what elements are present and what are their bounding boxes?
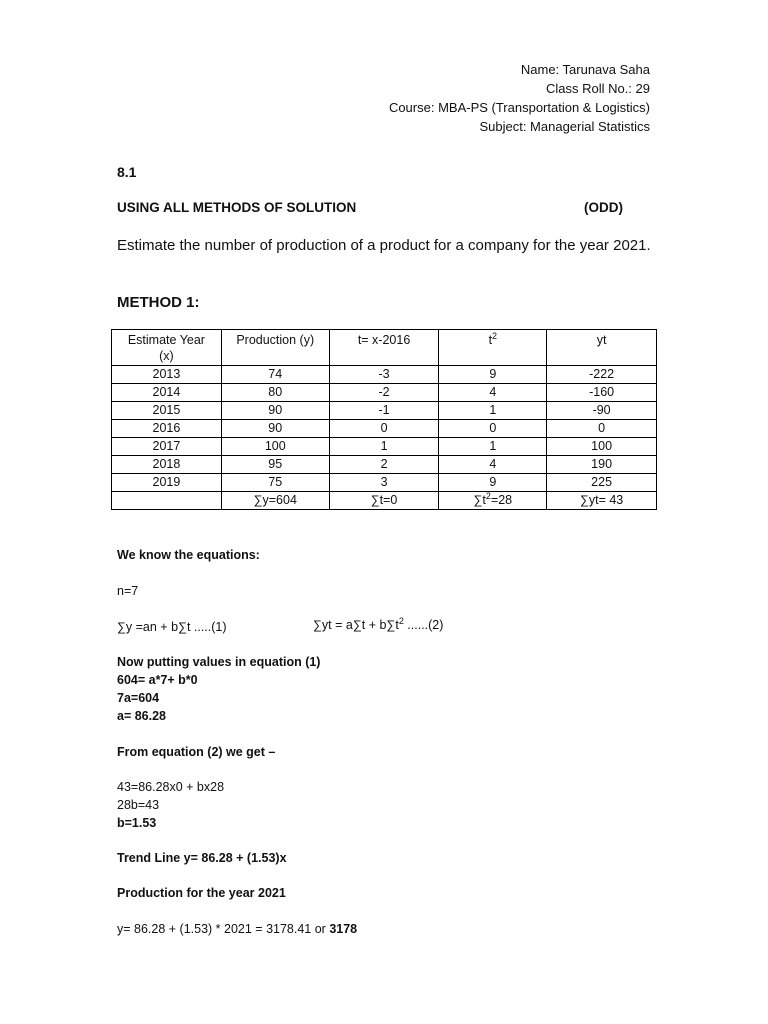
table-row [112, 420, 657, 438]
production-heading: Production for the year 2021 [117, 886, 286, 900]
table-cell: 0 [329, 420, 439, 438]
table-cell: 2019 [112, 474, 222, 492]
final-result: y= 86.28 + (1.53) * 2021 = 3178.41 or 3178 [117, 922, 358, 936]
table-cell: 100 [547, 438, 657, 456]
trend-line: Trend Line y= 86.28 + (1.53)x [117, 851, 287, 865]
table-cell: 2018 [112, 456, 222, 474]
method1-heading: METHOD 1: [117, 294, 200, 311]
equation-2: $\sum yt = a\sum t + b\sum t^2$ ......(2) [313, 615, 444, 632]
table-cell: 1 [439, 402, 547, 420]
equations-intro: We know the equations: [117, 548, 260, 562]
table-row [112, 474, 657, 492]
table-cell: 74 [221, 366, 329, 384]
table-cell: 90 [221, 420, 329, 438]
table-cell: 225 [547, 474, 657, 492]
course: Course: MBA-PS (Transportation & Logistics) [388, 100, 650, 115]
table-cell: 2017 [112, 438, 222, 456]
step-4: 28b=43 [117, 798, 160, 812]
sum-t-squared: $\sum t^2=28$ [439, 492, 547, 510]
putting-values-heading: Now putting values in equation (1) [117, 655, 321, 669]
table-cell: 2013 [112, 366, 222, 384]
table-cell: -1 [329, 402, 439, 420]
table-row [112, 366, 657, 384]
calculation-table [111, 329, 657, 510]
step-3: 43=86.28x0 + bx28 [117, 780, 225, 794]
table-cell: 80 [221, 384, 329, 402]
n-value: n=7 [117, 584, 139, 598]
table-cell: 9 [439, 474, 547, 492]
table-cell: 1 [329, 438, 439, 456]
header-yt: yt [547, 330, 657, 366]
table-row [112, 384, 657, 402]
table-row [112, 402, 657, 420]
a-result: a= 86.28 [117, 709, 167, 723]
table-cell: -90 [547, 402, 657, 420]
class-roll: Class Roll No.: 29 [545, 81, 650, 96]
student-header [389, 60, 650, 136]
from-equation-2: From equation (2) we get – [117, 745, 276, 759]
header-production: Production (y) [221, 330, 329, 366]
header-t: t= x-2016 [329, 330, 439, 366]
table-cell: 9 [439, 366, 547, 384]
student-name: Name: Tarunava Saha [520, 62, 650, 77]
table-cell: 100 [221, 438, 329, 456]
table-cell: 0 [547, 420, 657, 438]
subject: Subject: Managerial Statistics [479, 119, 650, 134]
problem-statement: Estimate the number of production of a product for a company for the year 2021. [117, 237, 651, 254]
table-cell: 2014 [112, 384, 222, 402]
table-cell: 3 [329, 474, 439, 492]
table-cell: 75 [221, 474, 329, 492]
table-cell: -222 [547, 366, 657, 384]
table-row [112, 456, 657, 474]
table-cell: 2015 [112, 402, 222, 420]
table-cell: -3 [329, 366, 439, 384]
totals-year [112, 492, 222, 510]
table-header-row [112, 330, 657, 366]
step-2: 7a=604 [117, 691, 160, 705]
table-cell: 1 [439, 438, 547, 456]
table-cell: 2 [329, 456, 439, 474]
methods-heading: USING ALL METHODS OF SOLUTION [117, 200, 357, 215]
table-cell: 190 [547, 456, 657, 474]
table-row [112, 438, 657, 456]
sum-y: ∑y=604 [221, 492, 329, 510]
table-cell: -160 [547, 384, 657, 402]
step-1: 604= a*7+ b*0 [117, 673, 198, 687]
table-cell: -2 [329, 384, 439, 402]
odd-label: (ODD) [584, 200, 623, 215]
table-cell: 2016 [112, 420, 222, 438]
equation-1: ∑y =an + b∑t .....(1) [117, 620, 227, 634]
section-number: 8.1 [117, 164, 137, 180]
table-cell: 90 [221, 402, 329, 420]
table-cell: 4 [439, 456, 547, 474]
header-t-squared: $t^2$ [439, 330, 547, 366]
table-cell: 95 [221, 456, 329, 474]
sum-t: ∑t=0 [329, 492, 439, 510]
header-estimate-year: Estimate Year (x) [112, 330, 222, 366]
sum-yt: ∑yt= 43 [547, 492, 657, 510]
b-result: b=1.53 [117, 816, 157, 830]
table-cell: 4 [439, 384, 547, 402]
table-cell: 0 [439, 420, 547, 438]
totals-row [112, 492, 657, 510]
